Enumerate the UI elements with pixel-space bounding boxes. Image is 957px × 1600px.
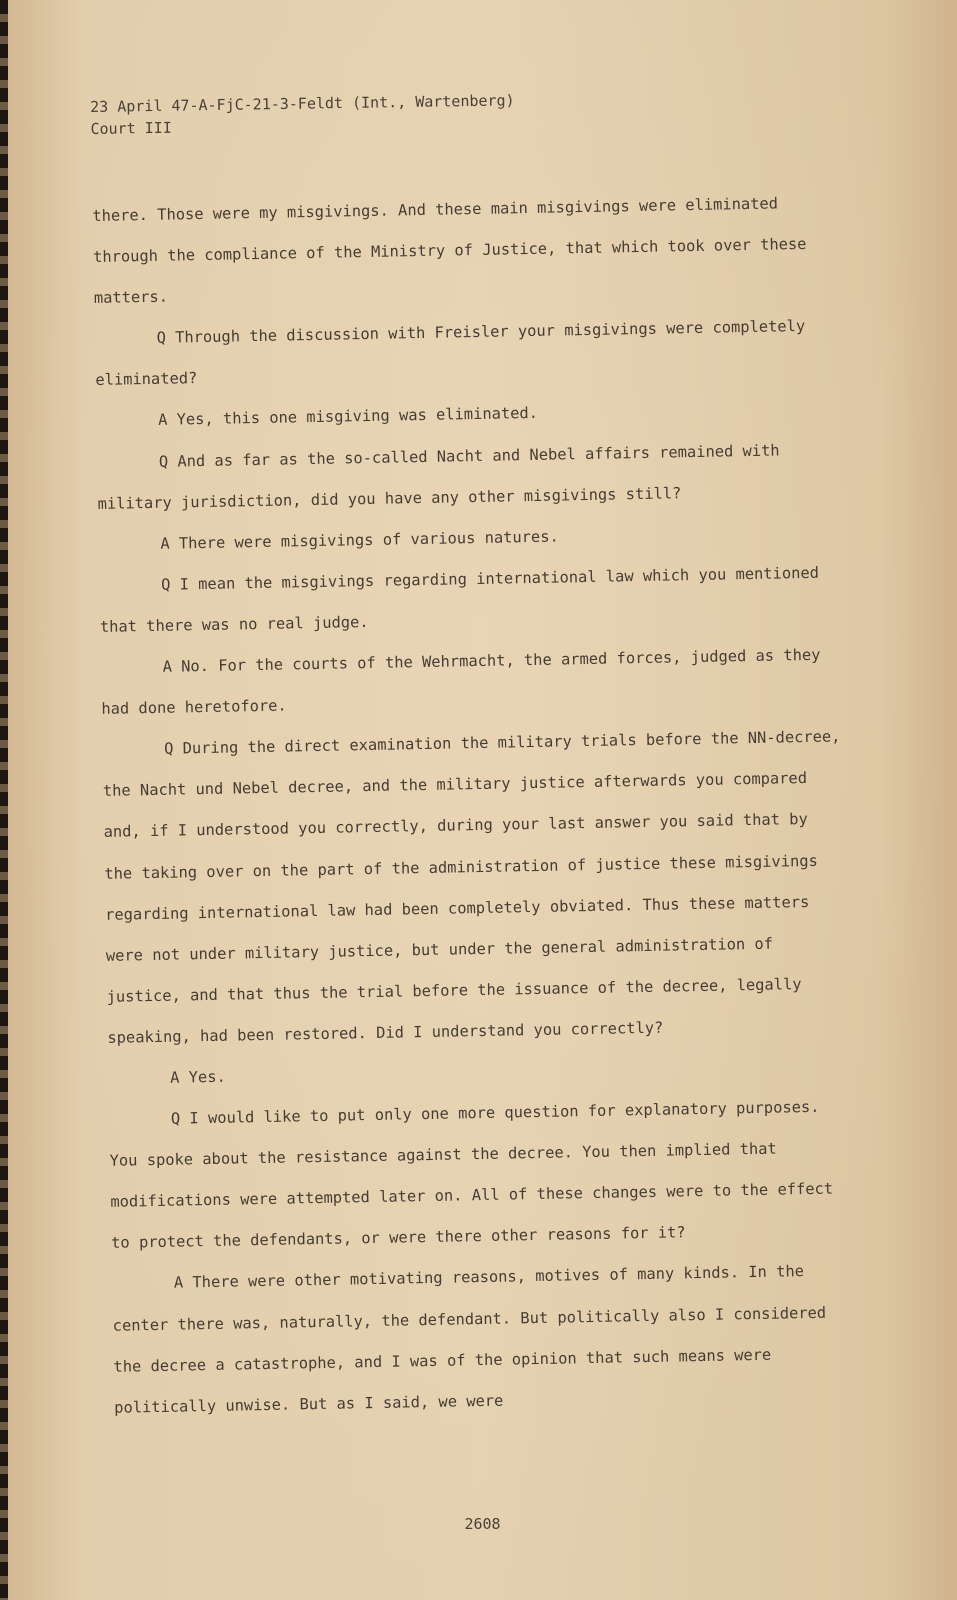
paragraph: A There were misgivings of various natures. — [160, 527, 559, 553]
case-reference: 23 April 47-A-FjC-21-3-Feldt (Int., Wartenberg) — [90, 91, 515, 116]
paragraph: Q During the direct examination the military trials before the NN-decree, the Nacht und Nebel decree, and the military justice afterwards you compared and, if I understood you correctly, during your last answer you said that by the taking over on the part of the administration of justice these misgivings regarding international law had been completely obviated. Thus these matters were not under military justice, but under the general administration of justice, and that thus the trial before the issuance of the decree, legally speaking, had been restored. Did I understand you correctly? — [102, 727, 841, 1047]
paragraph: Q I mean the misgivings regarding international law which you mentioned that there was no real judge. — [99, 563, 820, 636]
transcript-body — [92, 182, 854, 1428]
case-header — [90, 89, 515, 140]
paragraph: Q And as far as the so-called Nacht and Nebel affairs remained with military jurisdiction, did you have any other misgivings still? — [97, 441, 780, 513]
document-page — [8, 0, 957, 1600]
binding-edge — [0, 0, 8, 1600]
paragraph: Q I would like to put only one more question for explanatory purposes. You spoke about the resistance against the decree. You then implied that modifications were attempted later on. All of these changes were to the effect to protect the defendants, or were there other reasons for it? — [109, 1097, 834, 1253]
paragraph: A There were other motivating reasons, motives of many kinds. In the center there was, naturally, the defendant. But politically also I considered the decree a catastrophe, and I was of the opinion that such means were politically unwise. But as I said, we were — [112, 1262, 827, 1417]
paragraph: Q Through the discussion with Freisler your misgivings were completely eliminated? — [95, 317, 806, 390]
paragraph: A Yes, this one misgiving was eliminated. — [157, 404, 539, 430]
paragraph: there. Those were my misgivings. And these main misgivings were eliminated through the compliance of the Ministry of Justice, that which took over these matters. — [92, 194, 807, 308]
page-number: 2608 — [464, 1515, 501, 1533]
paragraph: A No. For the courts of the Wehrmacht, the armed forces, judged as they had done heretofore. — [101, 645, 821, 719]
court-label: Court III — [90, 118, 172, 138]
paragraph: A Yes. — [170, 1067, 226, 1087]
